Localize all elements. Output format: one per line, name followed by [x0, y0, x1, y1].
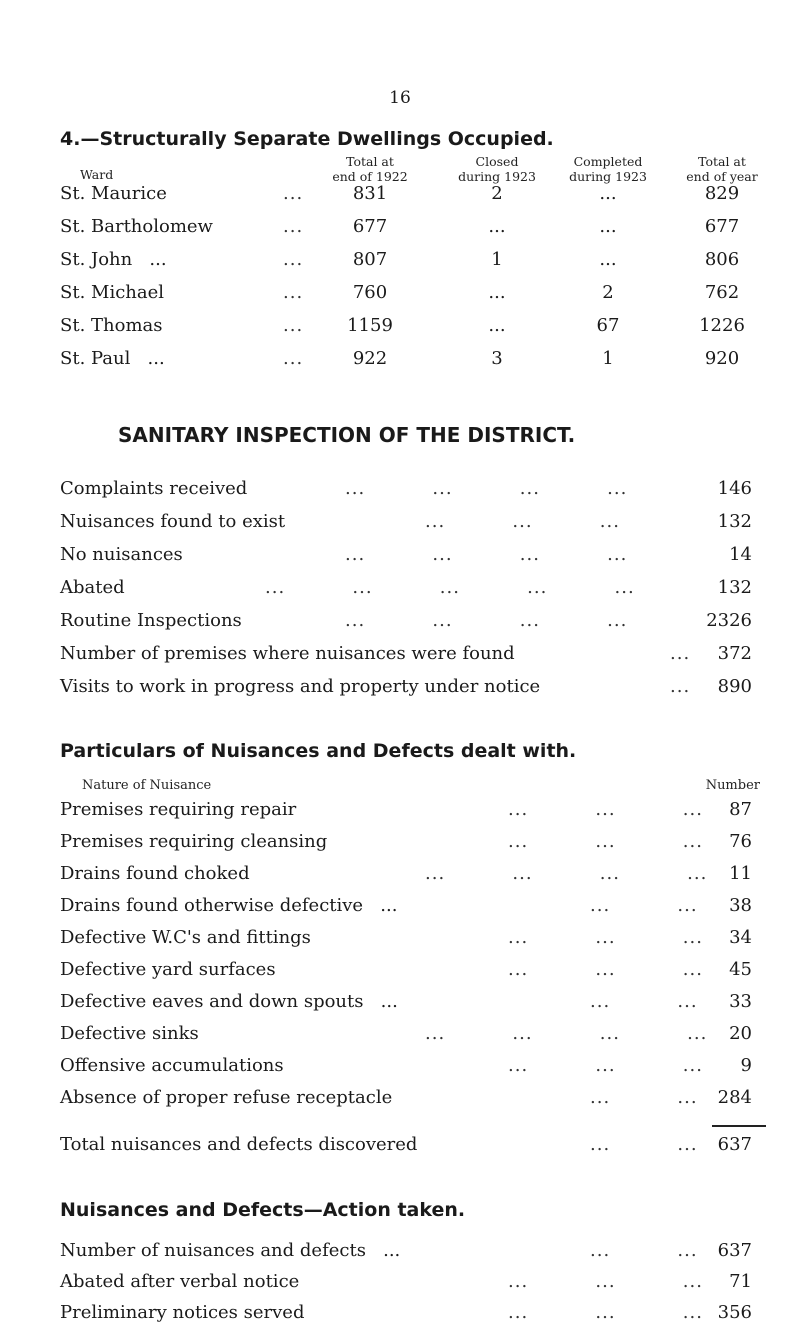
sanitary-heading: SANITARY INSPECTION OF THE DISTRICT. — [118, 423, 576, 447]
col-closed-1923: Closed during 1923 — [458, 154, 536, 184]
particulars-label: Drains found choked — [60, 863, 250, 884]
leader-dots: ... ... ... ... — [345, 478, 628, 499]
completed-value: ... — [599, 183, 617, 204]
particulars-label: Defective yard surfaces — [60, 959, 276, 980]
total-year-value: 762 — [704, 282, 740, 303]
closed-value: 2 — [491, 183, 503, 204]
leader-dots: ... ... — [590, 1134, 698, 1155]
leader-dots: ... — [283, 315, 304, 336]
leader-dots: ... — [283, 348, 304, 369]
sanitary-label: No nuisances — [60, 544, 183, 565]
closed-value: ... — [488, 315, 506, 336]
total-1922-value: 922 — [352, 348, 388, 369]
total-1922-value: 1159 — [347, 315, 393, 336]
total-year-value: 1226 — [699, 315, 745, 336]
particulars-label: Defective W.C's and fittings — [60, 927, 311, 948]
total-1922-value: 677 — [352, 216, 388, 237]
col-number: Number — [705, 778, 760, 793]
leader-dots: ... — [283, 183, 304, 204]
total-1922-value: 807 — [352, 249, 388, 270]
total-year-value: 677 — [704, 216, 740, 237]
leader-dots: ... — [283, 282, 304, 303]
leader-dots: ... — [670, 676, 691, 697]
total-value: 637 — [717, 1134, 752, 1155]
sanitary-value: 14 — [729, 544, 752, 565]
total-1922-value: 760 — [352, 282, 388, 303]
sanitary-value: 2326 — [706, 610, 752, 631]
page-number: 16 — [389, 88, 411, 108]
leader-dots: ... ... ... — [508, 1055, 703, 1076]
leader-dots: ... ... — [590, 1087, 698, 1108]
particulars-label: Premises requiring cleansing — [60, 831, 328, 852]
completed-value: 1 — [602, 348, 614, 369]
leader-dots: ... ... ... ... — [345, 610, 628, 631]
sanitary-label: Number of premises where nuisances were found — [60, 643, 515, 664]
leader-dots: ... ... ... — [425, 511, 620, 532]
total-rule — [712, 1125, 766, 1127]
leader-dots: ... ... ... — [508, 927, 703, 948]
leader-dots: ... — [283, 249, 304, 270]
total-year-value: 806 — [704, 249, 740, 270]
leader-dots: ... ... ... ... — [345, 544, 628, 565]
sanitary-label: Nuisances found to exist — [60, 511, 286, 532]
leader-dots: ... ... ... ... — [425, 863, 708, 884]
action-value: 356 — [717, 1302, 752, 1323]
particulars-label: Defective sinks — [60, 1023, 199, 1044]
particulars-value: 33 — [729, 991, 752, 1012]
total-1922-value: 831 — [352, 183, 388, 204]
leader-dots: ... ... ... — [508, 1302, 703, 1323]
particulars-label: Premises requiring repair — [60, 799, 297, 820]
completed-value: 2 — [602, 282, 614, 303]
total-year-value: 829 — [704, 183, 740, 204]
col-total-end-year: Total at end of year — [686, 154, 758, 184]
particulars-value: 11 — [729, 863, 752, 884]
particulars-value: 76 — [729, 831, 752, 852]
particulars-label: Absence of proper refuse receptacle — [60, 1087, 393, 1108]
particulars-label: Defective eaves and down spouts ... — [60, 991, 398, 1012]
closed-value: ... — [488, 282, 506, 303]
particulars-value: 9 — [740, 1055, 752, 1076]
sanitary-value: 890 — [717, 676, 752, 697]
particulars-heading: Particulars of Nuisances and Defects dealt with. — [60, 740, 577, 762]
leader-dots: ... ... — [590, 991, 698, 1012]
ward-name: St. Thomas — [60, 315, 163, 336]
particulars-value: 34 — [729, 927, 752, 948]
action-value: 637 — [717, 1240, 752, 1261]
closed-value: 3 — [491, 348, 503, 369]
sanitary-value: 132 — [717, 511, 752, 532]
leader-dots: ... ... — [590, 1240, 698, 1261]
col-completed-1923: Completed during 1923 — [569, 154, 647, 184]
action-value: 71 — [729, 1271, 752, 1292]
sanitary-value: 146 — [717, 478, 752, 499]
dwellings-heading: 4.—Structurally Separate Dwellings Occupied. — [60, 128, 554, 150]
sanitary-label: Abated — [60, 577, 125, 598]
leader-dots: ... ... ... — [508, 799, 703, 820]
completed-value: ... — [599, 249, 617, 270]
action-label: Preliminary notices served — [60, 1302, 305, 1323]
closed-value: ... — [488, 216, 506, 237]
col-total-1922: Total at end of 1922 — [332, 154, 408, 184]
ward-name: St. Michael — [60, 282, 165, 303]
col-nature: Nature of Nuisance — [82, 778, 212, 793]
completed-value: 67 — [596, 315, 620, 336]
action-heading: Nuisances and Defects—Action taken. — [60, 1199, 466, 1221]
particulars-value: 87 — [729, 799, 752, 820]
particulars-value: 38 — [729, 895, 752, 916]
leader-dots: ... ... ... — [508, 959, 703, 980]
leader-dots: ... ... ... ... — [425, 1023, 708, 1044]
particulars-label: Drains found otherwise defective ... — [60, 895, 398, 916]
leader-dots: ... ... ... — [508, 1271, 703, 1292]
sanitary-value: 132 — [717, 577, 752, 598]
particulars-label: Offensive accumulations — [60, 1055, 284, 1076]
sanitary-value: 372 — [717, 643, 752, 664]
col-ward: Ward — [80, 167, 114, 182]
action-label: Abated after verbal notice — [60, 1271, 300, 1292]
sanitary-label: Routine Inspections — [60, 610, 242, 631]
ward-name: St. John ... — [60, 249, 167, 270]
leader-dots: ... ... — [590, 895, 698, 916]
completed-value: ... — [599, 216, 617, 237]
closed-value: 1 — [491, 249, 503, 270]
sanitary-label: Visits to work in progress and property under notice — [60, 676, 541, 697]
total-label: Total nuisances and defects discovered — [60, 1134, 418, 1155]
leader-dots: ... ... ... ... ... — [265, 577, 635, 598]
ward-name: St. Paul ... — [60, 348, 165, 369]
leader-dots: ... ... ... — [508, 831, 703, 852]
action-label: Number of nuisances and defects ... — [60, 1240, 401, 1261]
ward-name: St. Maurice — [60, 183, 167, 204]
particulars-value: 20 — [729, 1023, 752, 1044]
particulars-value: 45 — [729, 959, 752, 980]
leader-dots: ... — [670, 643, 691, 664]
particulars-value: 284 — [717, 1087, 752, 1108]
leader-dots: ... — [283, 216, 304, 237]
sanitary-label: Complaints received — [60, 478, 248, 499]
total-year-value: 920 — [704, 348, 740, 369]
ward-name: St. Bartholomew — [60, 216, 213, 237]
